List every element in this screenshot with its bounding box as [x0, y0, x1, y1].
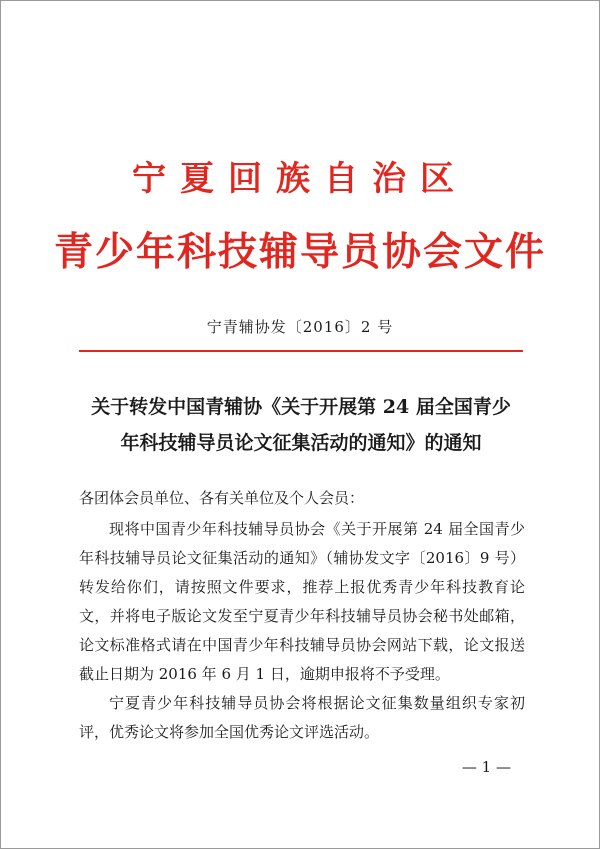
body-paragraph-2: 宁夏青少年科技辅导员协会将根据论文征集数量组织专家初评，优秀论文将参加全国优秀论文评选活动。 — [79, 694, 525, 741]
document-title — [61, 389, 541, 461]
document-number: 宁青辅协发〔2016〕2 号 — [206, 318, 394, 336]
title-line-2: 年科技辅导员论文征集活动的通知》的通知 — [120, 432, 482, 454]
document-body — [79, 515, 525, 747]
salutation: 各团体会员单位、各有关单位及个人会员： — [79, 489, 365, 507]
body-paragraph-1: 现将中国青少年科技辅导员协会《关于开展第 24 届全国青少年科技辅导员论文征集活动的通知》（辅协发文字〔2016〕9 号）转发给你们，请按照文件要求，推荐上报优秀青少年科技教育论文，并将电子版论文发至宁夏青少年科技辅导员协会秘书处邮箱，论文标准格式请在中国青少年科技辅导员协会网站下载，论文报送截止日期为 2016 年 6 月 1 日，逾期申报将不予受理。 — [79, 520, 525, 683]
title-line-1: 关于转发中国青辅协《关于开展第 24 届全国青少 — [91, 396, 511, 418]
issuer-region: 宁夏回族自治区 — [132, 159, 468, 199]
page-number: — 1 — — [461, 758, 511, 776]
red-divider — [79, 350, 523, 352]
issuer-organization: 青少年科技辅导员协会文件 — [53, 229, 546, 275]
